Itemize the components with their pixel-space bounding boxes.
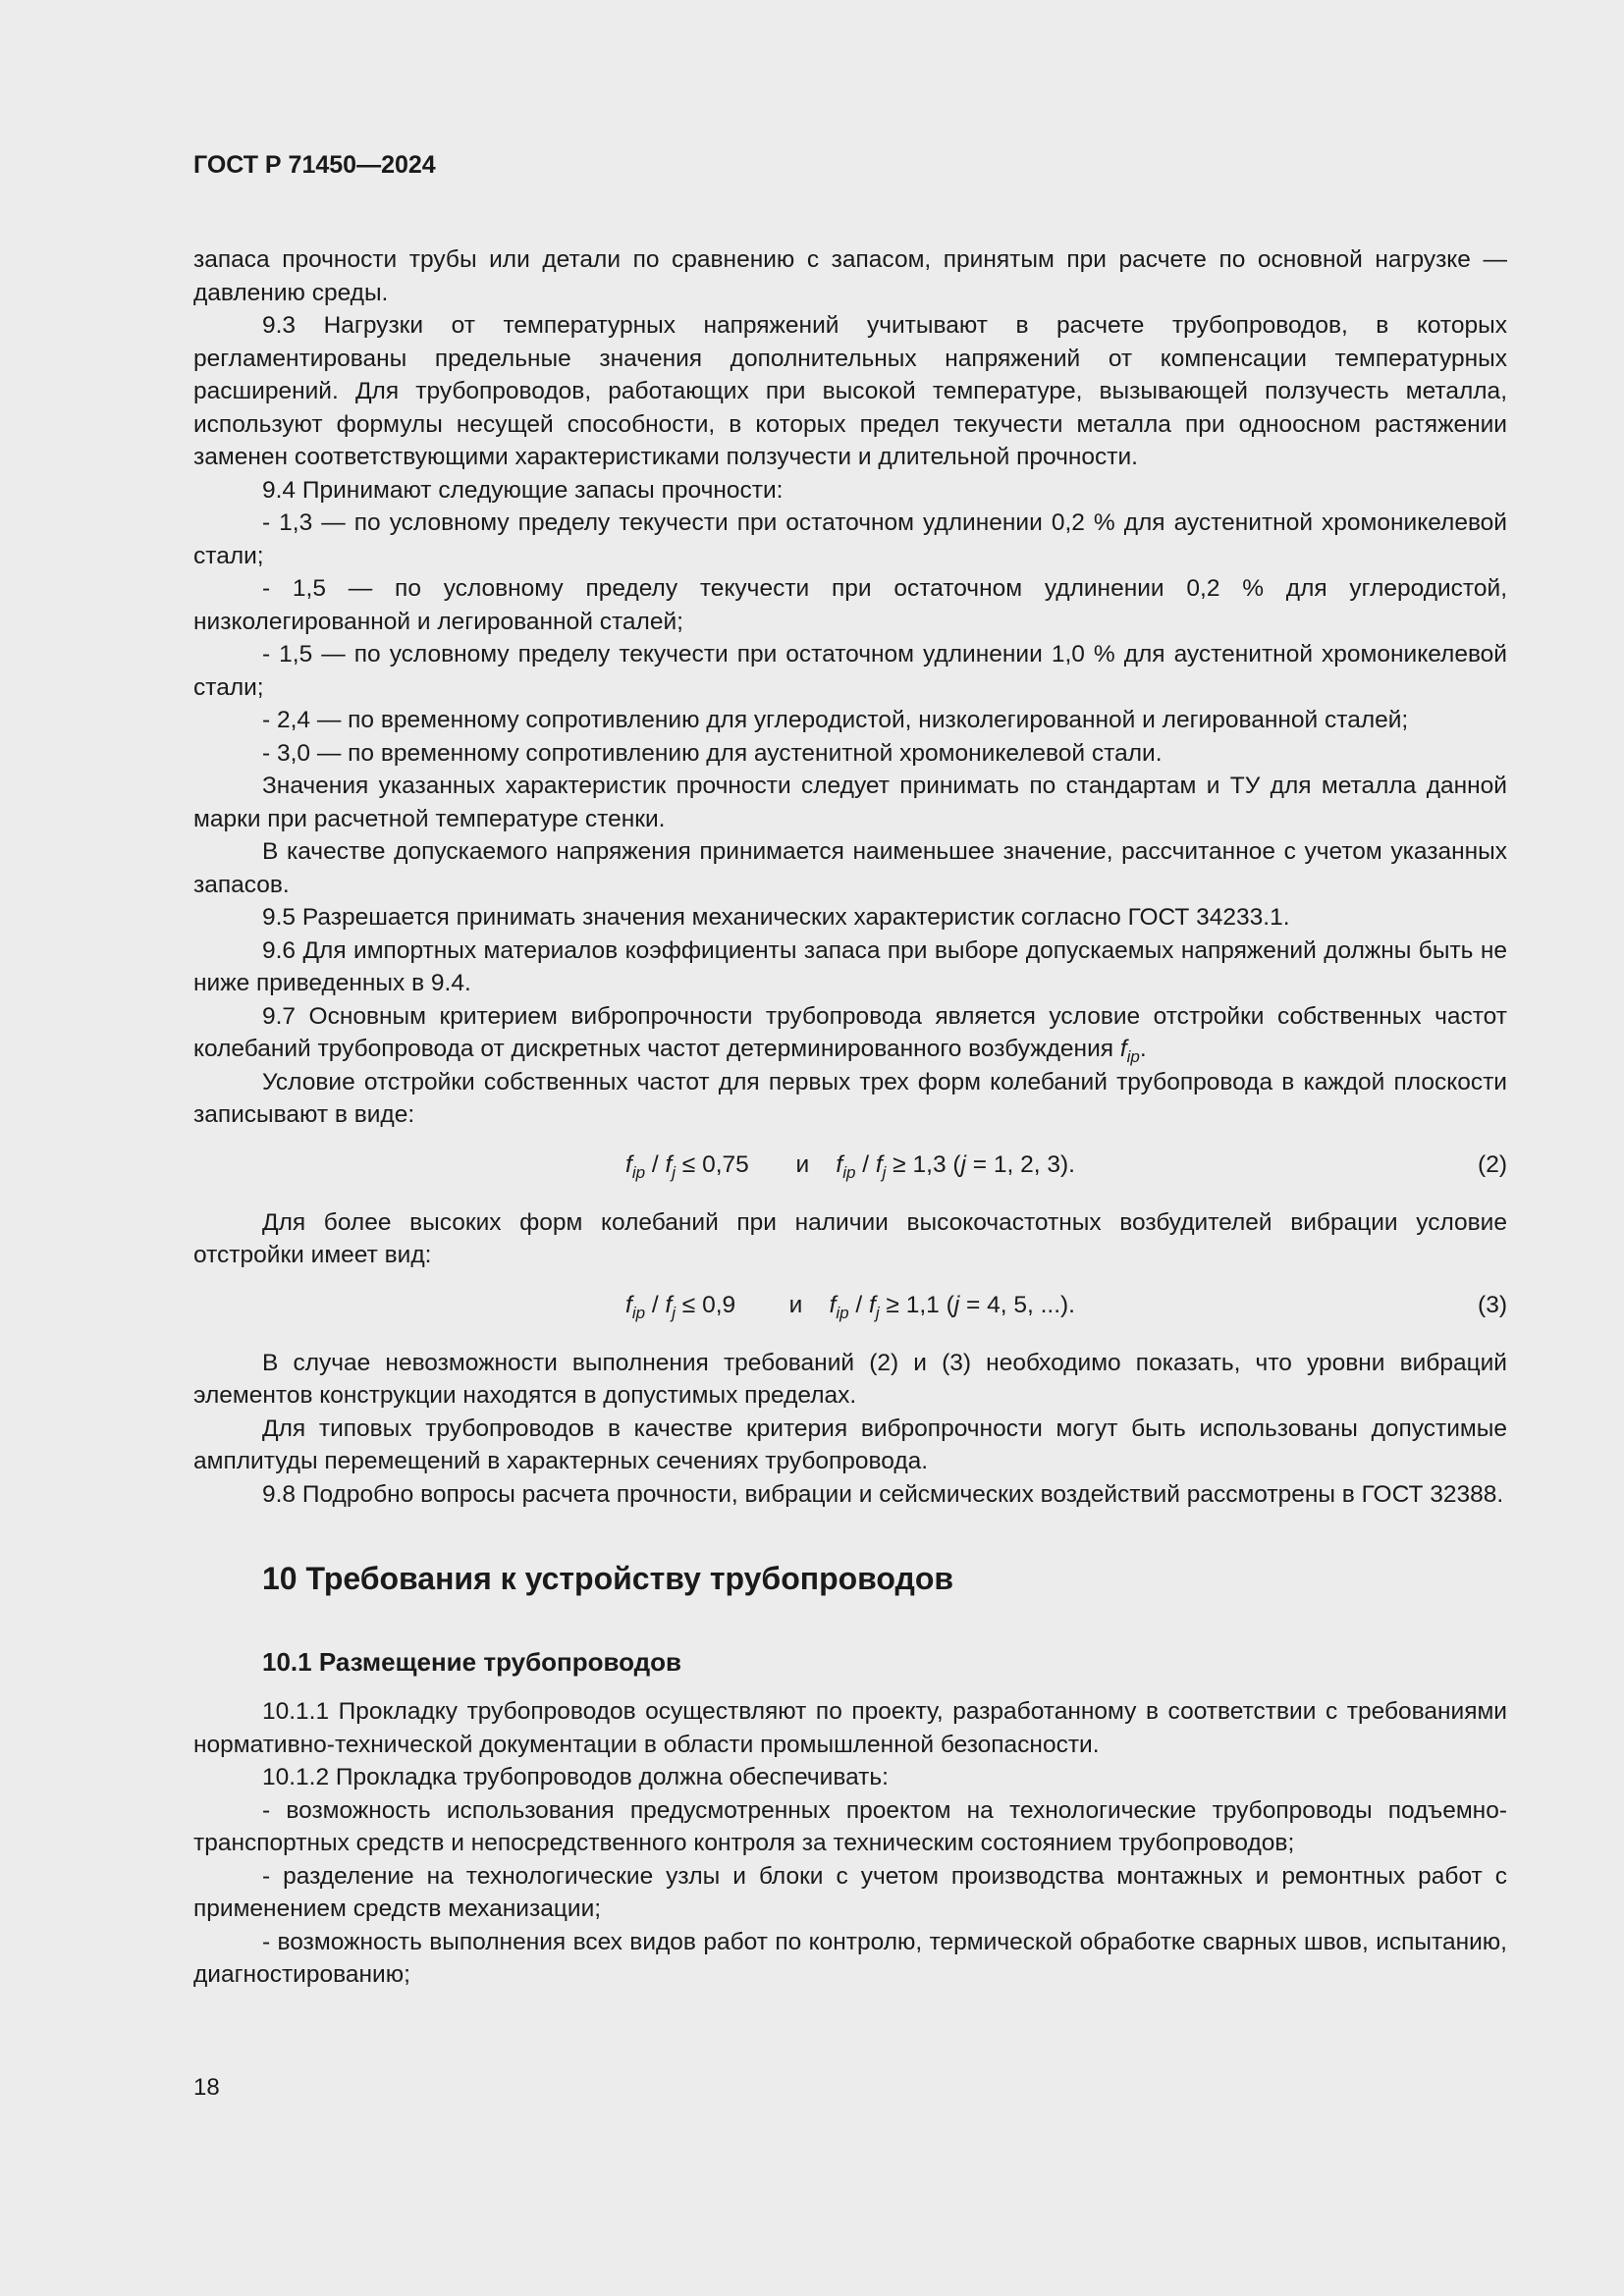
paragraph-9-8: 9.8 Подробно вопросы расчета прочности, вибрации и сейсмических воздействий рассмотрены в ГОСТ 32388. — [262, 1480, 1504, 1508]
paragraph-9-4: 9.4 Принимают следующие запасы прочности: — [262, 476, 784, 504]
paragraph-condition: Условие отстройки собственных частот для первых трех форм колебаний трубопровода в каждой плоскости записывают в виде: — [193, 1068, 1507, 1128]
paragraph-9-6: 9.6 Для импортных материалов коэффициенты запаса при выборе допускаемых напряжений должны быть не ниже приведенных в 9.4. — [193, 936, 1507, 996]
formula-2-number: (2) — [1478, 1150, 1507, 1178]
paragraph-continuation: запаса прочности трубы или детали по сравнению с запасом, принятым при расчете по основной нагрузке — давлению среды. — [193, 246, 1507, 306]
paragraph-typical-pipelines: Для типовых трубопроводов в качестве критерия вибропрочности могут быть использованы допустимые амплитуды перемещений в характерных сечениях трубопровода. — [193, 1415, 1507, 1474]
list-item: - 1,5 — по условному пределу текучести при остаточном удлинении 1,0 % для аустенитной хромоникелевой стали; — [193, 641, 1507, 701]
paragraph-10-1-2: 10.1.2 Прокладка трубопроводов должна обеспечивать: — [262, 1764, 889, 1790]
list-item: - возможность использования предусмотренных проектом на технологические трубопроводы подъемно-транспортных средств и непосредственного контроля за техническим состоянием трубопроводов; — [193, 1796, 1507, 1856]
section-10-heading: 10 Требования к устройству трубопроводов — [262, 1561, 954, 1596]
body-text — [193, 243, 1507, 1992]
list-item: - 2,4 — по временному сопротивлению для углеродистой, низколегированной и легированной сталей; — [262, 707, 1409, 733]
paragraph-allowable-stress: В качестве допускаемого напряжения принимается наименьшее значение, рассчитанное с учетом указанных запасов. — [193, 838, 1507, 898]
paragraph-9-5: 9.5 Разрешается принимать значения механических характеристик согласно ГОСТ 34233.1. — [262, 904, 1290, 931]
document-page — [193, 145, 1507, 1992]
page-number: 18 — [193, 2074, 220, 2101]
list-item: - 1,5 — по условному пределу текучести при остаточном удлинении 0,2 % для углеродистой, низколегированной и легированной сталей; — [193, 575, 1507, 635]
formula-3 — [193, 1272, 1507, 1339]
paragraph-high-forms: Для более высоких форм колебаний при наличии высокочастотных возбудителей вибрации условие отстройки имеет вид: — [193, 1208, 1507, 1268]
paragraph-requirements-fail: В случае невозможности выполнения требований (2) и (3) необходимо показать, что уровни вибраций элементов конструкции находятся в допустимых пределах. — [193, 1349, 1507, 1409]
formula-3-expression: $f_{ip} / f_j \le 0,9$ и $f_{ip} / f_j \ge 1,1$ (j = 4, 5, ...). — [625, 1291, 1075, 1322]
document-code-header: ГОСТ Р 71450—2024 — [193, 151, 436, 179]
formula-2 — [193, 1132, 1507, 1199]
list-item: - разделение на технологические узлы и блоки с учетом производства монтажных и ремонтных работ с применением средств механизации; — [193, 1862, 1507, 1922]
list-item: - 3,0 — по временному сопротивлению для аустенитной хромоникелевой стали. — [262, 739, 1163, 767]
list-item: - 1,3 — по условному пределу текучести при остаточном удлинении 0,2 % для аустенитной хромоникелевой стали; — [193, 509, 1507, 569]
formula-3-number: (3) — [1478, 1291, 1507, 1318]
symbol-f-ip: $f_{ip}$ — [1119, 1036, 1140, 1066]
paragraph-9-7-text: 9.7 Основным критерием вибропрочности трубопровода является условие отстройки собственных частот колебаний трубопровода от дискретных частот детерминированного возбуждения — [193, 1002, 1507, 1062]
paragraph-strength-values: Значения указанных характеристик прочности следует принимать по стандартам и ТУ для металла данной марки при расчетной температуре стенки. — [193, 773, 1507, 832]
paragraph-9-7: 9.7 Основным критерием вибропрочности трубопровода является условие отстройки собственных частот колебаний трубопровода от дискретных частот детерминированного возбуждения $f_{ip}$. — [193, 1002, 1507, 1066]
paragraph-9-3: 9.3 Нагрузки от температурных напряжений учитывают в расчете трубопроводов, в которых регламентированы предельные значения дополнительных напряжений от компенсации температурных расширений. Для трубопроводов, работающих при высокой температуре, вызывающей ползучесть металла, используют формулы несущей способности, в которых предел текучести металла при одноосном растяжении заменен соответствующими характеристиками ползучести и длительной прочности. — [193, 312, 1507, 470]
paragraph-10-1-1: 10.1.1 Прокладку трубопроводов осуществляют по проекту, разработанному в соответствии с требованиями нормативно-технической документации в области промышленной безопасности. — [193, 1698, 1507, 1758]
formula-2-expression: $f_{ip} / f_j \le 0,75$ и $f_{ip} / f_j \ge 1,3$ (j = 1, 2, 3). — [625, 1150, 1075, 1182]
subsection-10-1-heading: 10.1 Размещение трубопроводов — [262, 1647, 682, 1677]
list-item: - возможность выполнения всех видов работ по контролю, термической обработке сварных швов, испытанию, диагностированию; — [193, 1928, 1507, 1988]
